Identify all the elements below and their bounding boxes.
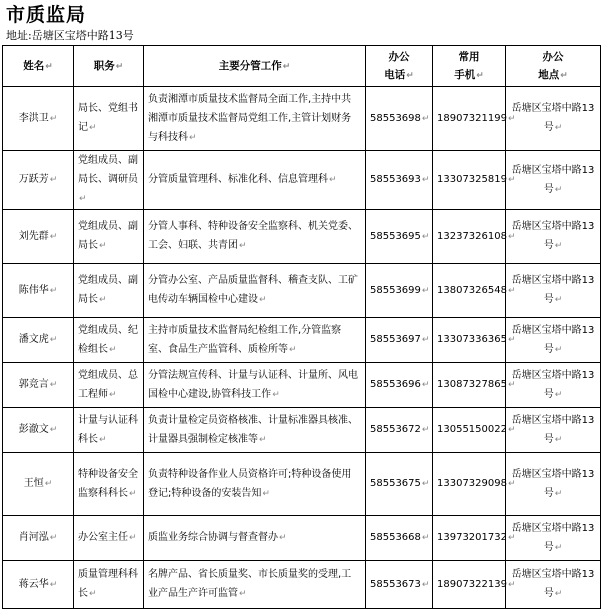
cell-office-phone: 58553675↵ (366, 453, 433, 516)
table-row (3, 87, 601, 151)
cell-name: 刘先群↵ (3, 210, 74, 264)
address-line: 地址:岳塘区宝塔中路13号 (6, 29, 134, 42)
cell-location: 岳塘区宝塔中路13号↵ (506, 210, 601, 264)
cell-office-phone: 58553695↵ (366, 210, 433, 264)
cell-office-phone: 58553697↵ (366, 318, 433, 363)
cell-position: 党组成员、总工程师↵ (74, 363, 144, 408)
cell-office-phone: 58553672↵ (366, 408, 433, 453)
cell-duty: 分管法规宣传科、计量与认证科、计量所、风电国检中心建设,协管科技工作↵ (144, 363, 366, 408)
cell-name: 万跃芳↵ (3, 151, 74, 210)
table-row (3, 516, 601, 561)
cell-mobile: 13973201732↵ (433, 516, 506, 561)
cell-office-phone: 58553699↵ (366, 264, 433, 318)
cell-mobile: 13307336365↵ (433, 318, 506, 363)
cell-mobile: 13237326108↵ (433, 210, 506, 264)
cell-mobile: 13087327865↵ (433, 363, 506, 408)
cell-name: 郭竞言↵ (3, 363, 74, 408)
cell-name: 彭澈文↵ (3, 408, 74, 453)
cell-location: 岳塘区宝塔中路13号↵ (506, 516, 601, 561)
cell-mobile: 13307329098↵ (433, 453, 506, 516)
cell-name: 蒋云华↵ (3, 561, 74, 609)
cell-location: 岳塘区宝塔中路13号↵ (506, 151, 601, 210)
table-row (3, 210, 601, 264)
cell-mobile: 18907321199↵ (433, 87, 506, 151)
cell-name: 潘文虎↵ (3, 318, 74, 363)
cell-position: 党组成员、纪检组长↵ (74, 318, 144, 363)
cell-position: 计量与认证科科长↵ (74, 408, 144, 453)
table-header-row (3, 46, 601, 87)
cell-position: 质量管理科科长↵ (74, 561, 144, 609)
cell-duty: 负责湘潭市质量技术监督局全面工作,主持中共湘潭市质量技术监督局党组工作,主管计划财务与科技科↵ (144, 87, 366, 151)
header-office-phone: 办公 电话↵ (366, 46, 433, 87)
cell-duty: 分管人事科、特种设备安全监察科、机关党委、工会、妇联、共青团↵ (144, 210, 366, 264)
cell-name: 李洪卫↵ (3, 87, 74, 151)
cell-position: 特种设备安全监察科科长↵ (74, 453, 144, 516)
cell-mobile: 13307325819↵ (433, 151, 506, 210)
page-title: 市质监局 (6, 4, 87, 26)
contact-table (2, 45, 601, 609)
cell-name: 肖河泓↵ (3, 516, 74, 561)
table-row (3, 318, 601, 363)
cell-position: 党组成员、副局长↵ (74, 264, 144, 318)
cell-location: 岳塘区宝塔中路13号↵ (506, 363, 601, 408)
cell-office-phone: 58553673↵ (366, 561, 433, 609)
cell-location: 岳塘区宝塔中路13号↵ (506, 561, 601, 609)
cell-position: 党组成员、副局长↵ (74, 210, 144, 264)
cell-name: 陈伟华↵ (3, 264, 74, 318)
cell-position: 党组成员、副局长、调研员↵ (74, 151, 144, 210)
cell-name: 王恒↵ (3, 453, 74, 516)
cell-mobile: 13055150022↵ (433, 408, 506, 453)
table-row (3, 561, 601, 609)
cell-duty: 负责计量检定员资格核准、计量标准器具核准、计量器具强制检定核准等↵ (144, 408, 366, 453)
header-name: 姓名↵ (3, 46, 74, 87)
cell-duty: 名牌产品、省长质量奖、市长质量奖的受理,工业产品生产许可监管↵ (144, 561, 366, 609)
cell-location: 岳塘区宝塔中路13号↵ (506, 408, 601, 453)
table-row (3, 363, 601, 408)
cell-duty: 质监业务综合协调与督查督办↵ (144, 516, 366, 561)
header-location: 办公 地点↵ (506, 46, 601, 87)
cell-duty: 分管办公室、产品质量监督科、稽查支队、工矿电传动车辆国检中心建设↵ (144, 264, 366, 318)
cell-office-phone: 58553693↵ (366, 151, 433, 210)
cell-office-phone: 58553668↵ (366, 516, 433, 561)
cell-duty: 分管质量管理科、标准化科、信息管理科↵ (144, 151, 366, 210)
table-row (3, 408, 601, 453)
cell-office-phone: 58553698↵ (366, 87, 433, 151)
cell-mobile: 18907322139↵ (433, 561, 506, 609)
header-mobile: 常用 手机↵ (433, 46, 506, 87)
header-position: 职务↵ (74, 46, 144, 87)
cell-mobile: 13807326548↵ (433, 264, 506, 318)
cell-duty: 负责特种设备作业人员资格许可;特种设备使用登记;特种设备的安装告知↵ (144, 453, 366, 516)
cell-position: 办公室主任↵ (74, 516, 144, 561)
cell-location: 岳塘区宝塔中路13号↵ (506, 318, 601, 363)
cell-office-phone: 58553696↵ (366, 363, 433, 408)
table-row (3, 151, 601, 210)
cell-duty: 主持市质量技术监督局纪检组工作,分管监察室、食品生产监管科、质检所等↵ (144, 318, 366, 363)
cell-location: 岳塘区宝塔中路13号↵ (506, 264, 601, 318)
cell-location: 岳塘区宝塔中路13号↵ (506, 453, 601, 516)
cell-location: 岳塘区宝塔中路13号↵ (506, 87, 601, 151)
table-row (3, 264, 601, 318)
header-duty: 主要分管工作↵ (144, 46, 366, 87)
cell-position: 局长、党组书记↵ (74, 87, 144, 151)
table-row (3, 453, 601, 516)
